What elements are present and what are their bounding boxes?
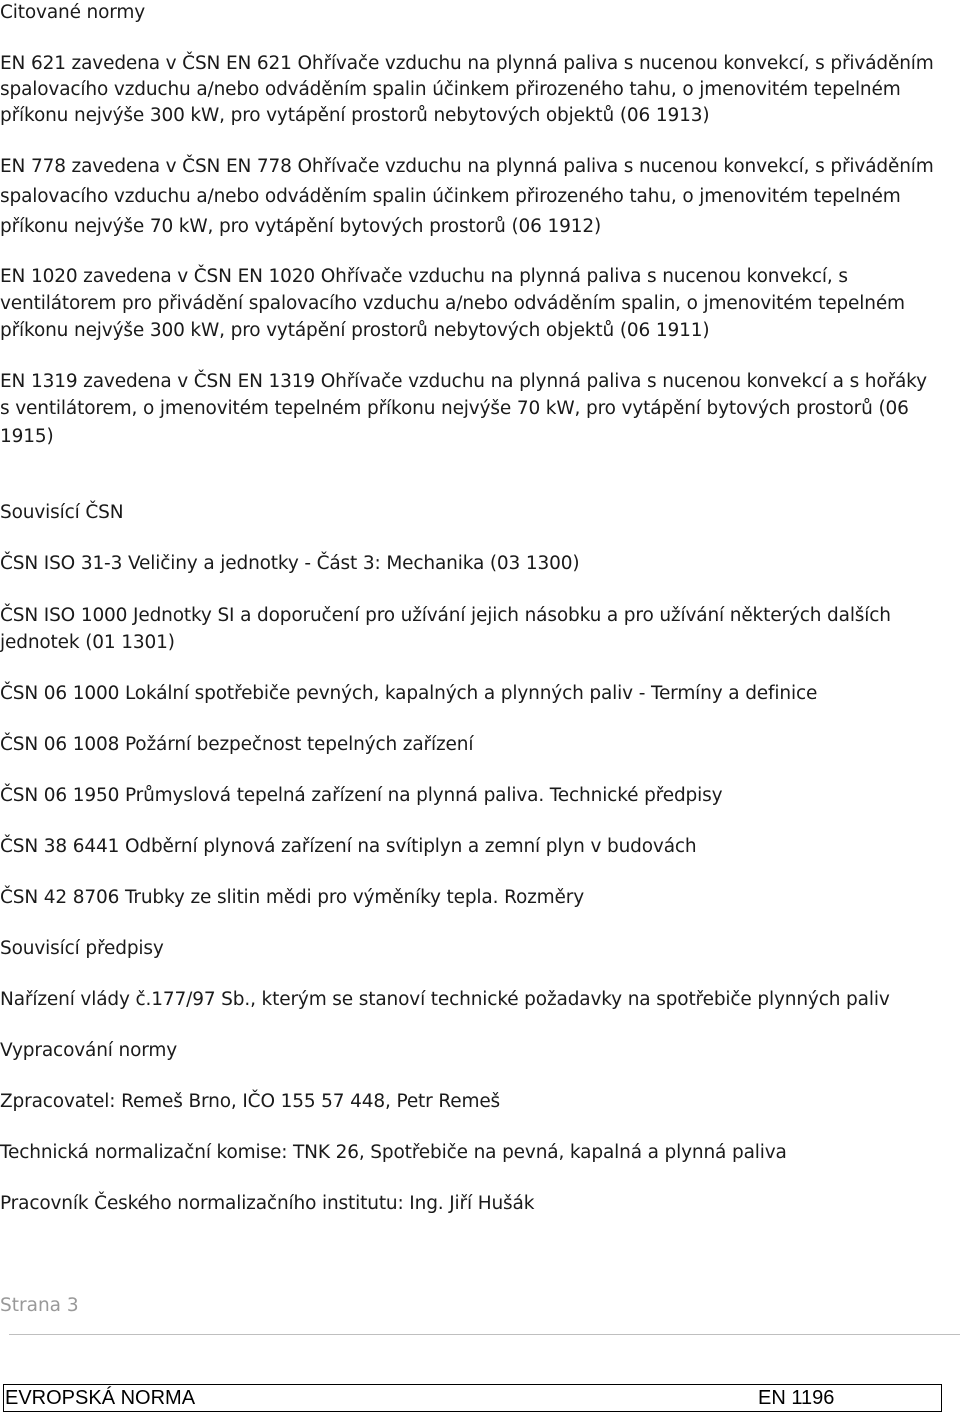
- preparation-institute-worker: Pracovník Českého normalizačního institutu: Ing. Jiří Hušák: [0, 1193, 535, 1214]
- related-csn-heading: Souvisící ČSN: [0, 502, 124, 523]
- norm-number-label: EN 1196: [758, 1387, 835, 1409]
- related-csn-5: ČSN 06 1950 Průmyslová tepelná zařízení na plynná paliva. Technické předpisy: [0, 785, 723, 806]
- preparation-heading: Vypracování normy: [0, 1040, 178, 1061]
- cited-norm-1-line-3: příkonu nejvýše 300 kW, pro vytápění prostorů nebytových objektů (06 1913): [0, 105, 710, 126]
- cited-norm-4-line-2: s ventilátorem, o jmenovitém tepelném příkonu nejvýše 70 kW, pro vytápění bytových prostorů (06: [0, 398, 909, 419]
- cited-norm-2-line-2: spalovacího vzduchu a/nebo odváděním spalin účinkem přirozeného tahu, o jmenovitém tepelném: [0, 186, 901, 207]
- cited-norm-2-line-3: příkonu nejvýše 70 kW, pro vytápění bytových prostorů (06 1912): [0, 216, 602, 237]
- cited-norm-1-line-2: spalovacího vzduchu a/nebo odváděním spalin účinkem přirozeného tahu, o jmenovitém tepelném: [0, 79, 901, 100]
- cited-norm-4-line-3: 1915): [0, 426, 54, 447]
- cited-norm-3-line-1: EN 1020 zavedena v ČSN EN 1020 Ohřívače vzduchu na plynná paliva s nucenou konvekcí, s: [0, 266, 848, 287]
- cited-norm-1-line-1: EN 621 zavedena v ČSN EN 621 Ohřívače vzduchu na plynná paliva s nucenou konvekcí, s přiváděním: [0, 53, 934, 74]
- footer-divider: [9, 1334, 960, 1335]
- cited-norms-heading: Citované normy: [0, 2, 146, 23]
- related-regulation-1: Nařízení vlády č.177/97 Sb., kterým se stanoví technické požadavky na spotřebiče plynných paliv: [0, 989, 890, 1010]
- related-csn-4: ČSN 06 1008 Požární bezpečnost tepelných zařízení: [0, 734, 474, 755]
- norm-type-label: EVROPSKÁ NORMA: [5, 1387, 196, 1409]
- related-csn-1: ČSN ISO 31-3 Veličiny a jednotky - Část 3: Mechanika (03 1300): [0, 553, 580, 574]
- related-csn-2-line-1: ČSN ISO 1000 Jednotky SI a doporučení pro užívání jejich násobku a pro užívání některých dalších: [0, 605, 891, 626]
- preparation-committee: Technická normalizační komise: TNK 26, Spotřebiče na pevná, kapalná a plynná paliva: [0, 1142, 787, 1163]
- preparation-processor: Zpracovatel: Remeš Brno, IČO 155 57 448, Petr Remeš: [0, 1091, 501, 1112]
- cited-norm-3-line-3: příkonu nejvýše 300 kW, pro vytápění prostorů nebytových objektů (06 1911): [0, 320, 710, 341]
- cited-norm-3-line-2: ventilátorem pro přivádění spalovacího vzduchu a/nebo odváděním spalin, o jmenovitém tepelném: [0, 293, 905, 314]
- related-csn-6: ČSN 38 6441 Odběrní plynová zařízení na svítiplyn a zemní plyn v budovách: [0, 836, 697, 857]
- page-number-label: Strana 3: [0, 1295, 79, 1316]
- related-csn-7: ČSN 42 8706 Trubky ze slitin mědi pro výměníky tepla. Rozměry: [0, 887, 585, 908]
- related-regulations-heading: Souvisící předpisy: [0, 938, 164, 959]
- cited-norm-4-line-1: EN 1319 zavedena v ČSN EN 1319 Ohřívače vzduchu na plynná paliva s nucenou konvekcí a s hořáky: [0, 371, 927, 392]
- cited-norm-2-line-1: EN 778 zavedena v ČSN EN 778 Ohřívače vzduchu na plynná paliva s nucenou konvekcí, s přiváděním: [0, 156, 934, 177]
- related-csn-3: ČSN 06 1000 Lokální spotřebiče pevných, kapalných a plynných paliv - Termíny a definice: [0, 683, 818, 704]
- related-csn-2-line-2: jednotek (01 1301): [0, 632, 175, 653]
